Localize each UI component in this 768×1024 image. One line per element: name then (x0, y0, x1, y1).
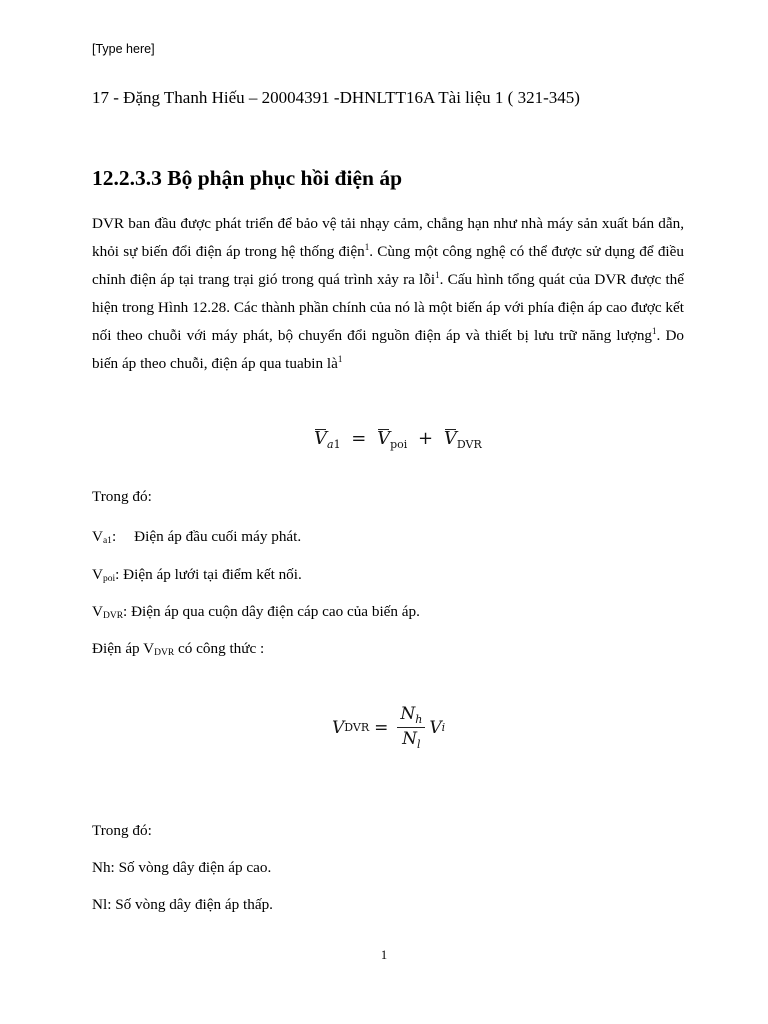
definition-vpoi: $V_{poi}$: Điện áp lưới tại điểm kết nối. (92, 566, 302, 584)
definition-vdvr: $V_{DVR}$: Điện áp qua cuộn dây điện cáp cao của biến áp. (92, 603, 420, 621)
turns-high-voltage: Nh: Số vòng dây điện áp cao. (92, 859, 272, 876)
section-heading: 12.2.3.3 Bộ phận phục hồi điện áp (92, 166, 403, 190)
turns-low-voltage: Nl: Số vòng dây điện áp thấp. (92, 896, 273, 913)
where-label: Trong đó: (92, 488, 152, 505)
definition-va1: $V_{a1}$: Điện áp đầu cuối máy phát. (92, 528, 302, 546)
eq-turns-ratio: $\frac{N_h}{N_l}$ (397, 704, 425, 751)
footnote-ref: 1 (364, 241, 370, 252)
eq-equals-sign: = (351, 428, 367, 449)
eq-vector-va1: V (314, 428, 327, 449)
header-placeholder: [Type here] (92, 42, 155, 56)
eq-vector-vpoi: V (377, 428, 391, 449)
paragraph-sentence-3: . Cấu hình tổng quát của DVR được thể hiện trong Hình 12.28. Các thành phần chính của nó là một biến áp với phía điện áp cao được kết nối theo chuỗi với máy phát, bộ chuyển đổi nguồn điện áp và thiết bị lưu trữ năng lượng (92, 271, 684, 344)
footnote-ref: 1 (652, 325, 657, 336)
document-title-line: 17 - Đặng Thanh Hiếu – 20004391 -DHNLTT16A Tài liệu 1 ( 321-345) (92, 88, 580, 107)
equation-dvr-voltage: V DVR = $\frac{N_h}{N_l}$ V i (332, 704, 446, 751)
body-paragraph (92, 210, 684, 378)
paragraph-sentence-2: . Cùng một công nghệ có thể được sử dụng để điều chỉnh điện áp tại trang trại gió trong quá trình xảy ra lỗi (92, 243, 684, 288)
eq-equals-sign: = (374, 717, 389, 738)
equation-voltage-sum: $V_{a1} = V_{poi} + V_{DVR}$ (314, 428, 482, 451)
eq-vector-vdvr: V (443, 428, 457, 449)
where-label: Trong đó: (92, 822, 152, 839)
paragraph-sentence-1: DVR ban đầu được phát triển để bảo vệ tải nhạy cảm, chẳng hạn như nhà máy sản xuất bán dẫn, khỏi sự biến đổi điện áp trong hệ thống điện (92, 215, 684, 260)
footnote-ref: 1 (435, 269, 440, 280)
paragraph-sentence-4: . Do biến áp theo chuỗi, điện áp qua tuabin là (92, 327, 685, 372)
page-number: 1 (380, 948, 388, 962)
footnote-ref: 1 (337, 353, 343, 364)
eq-plus-sign: + (418, 428, 434, 449)
formula-intro: Điện áp $V_{DVR}$ có công thức : (92, 640, 265, 658)
